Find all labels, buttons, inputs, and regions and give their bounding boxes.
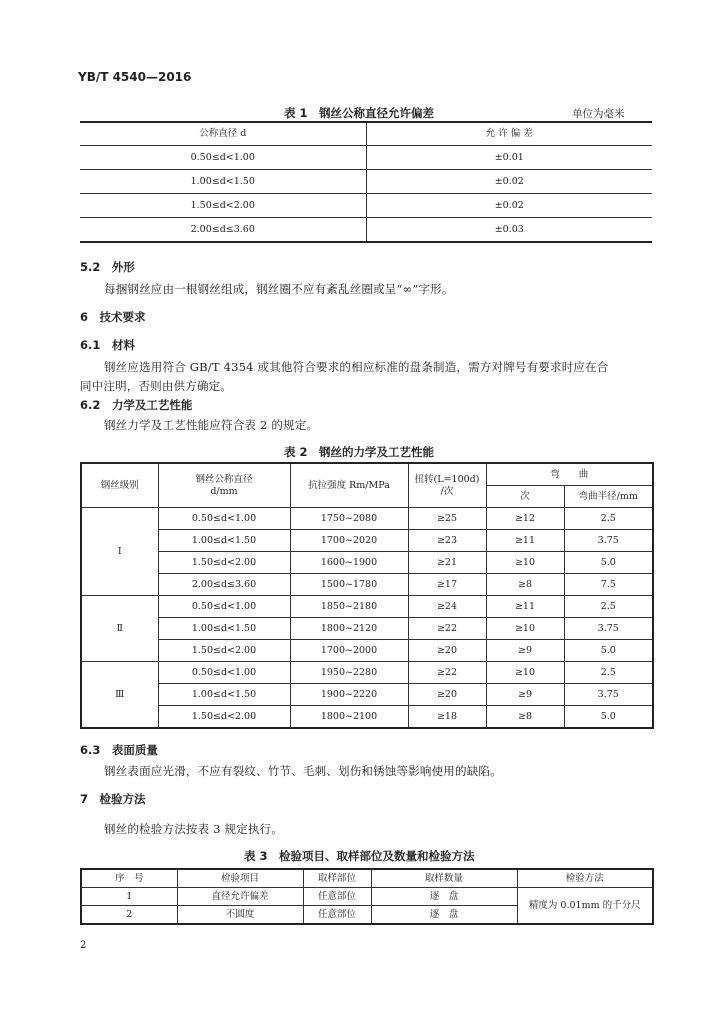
table2-cell: ≥17 bbox=[408, 574, 486, 596]
table2-cell: ≥11 bbox=[486, 596, 564, 618]
table2-cell: 1800~2120 bbox=[290, 618, 408, 640]
table2-cell: 1.00≤d<1.50 bbox=[158, 618, 290, 640]
table2-header-torsion-line1: 扭转(L=100d) bbox=[414, 474, 480, 486]
table2-cell: 1.50≤d<2.00 bbox=[158, 552, 290, 574]
table2-cell: 1700~2000 bbox=[290, 640, 408, 662]
table3-cell: 直径允许偏差 bbox=[177, 888, 303, 906]
table2-header-row bbox=[81, 463, 653, 486]
table2 bbox=[80, 462, 654, 729]
section-6-1-text-line1: 钢丝应选用符合 GB/T 4354 或其他符合要求的相应标准的盘条制造，需方对牌号有要求时应在合 bbox=[104, 360, 609, 374]
table2-cell: ≥20 bbox=[408, 640, 486, 662]
table1 bbox=[80, 121, 652, 243]
section-6-2-title: 6.2 力学及工艺性能 bbox=[80, 398, 193, 412]
table2-cell: ≥10 bbox=[486, 552, 564, 574]
table-row bbox=[81, 552, 653, 574]
table2-cell: 7.5 bbox=[564, 574, 653, 596]
table2-cell: 2.5 bbox=[564, 508, 653, 530]
table2-cell: 1750~2080 bbox=[290, 508, 408, 530]
table3-cell: 不圆度 bbox=[177, 906, 303, 925]
table2-cell: 2.5 bbox=[564, 596, 653, 618]
section-6-3-text: 钢丝表面应光滑，不应有裂纹、竹节、毛刺、划伤和锈蚀等影响使用的缺陷。 bbox=[104, 764, 502, 778]
table2-grade-cell: Ⅰ bbox=[81, 508, 158, 596]
table2-cell: 1.00≤d<1.50 bbox=[158, 530, 290, 552]
table1-cell: ±0.02 bbox=[366, 194, 652, 218]
table3-header-cell: 取样数量 bbox=[371, 869, 517, 888]
standard-code: YB/T 4540—2016 bbox=[78, 70, 192, 84]
section-6-3-title: 6.3 表面质量 bbox=[80, 743, 158, 757]
table1-cell: ±0.02 bbox=[366, 170, 652, 194]
table3-header-row bbox=[81, 869, 653, 888]
table2-cell: 1.50≤d<2.00 bbox=[158, 706, 290, 729]
table3-header-cell: 检验项目 bbox=[177, 869, 303, 888]
table2-cell: ≥22 bbox=[408, 618, 486, 640]
table3-caption: 表 3 检验项目、取样部位及数量和检验方法 bbox=[244, 849, 475, 863]
section-6-2-text: 钢丝力学及工艺性能应符合表 2 的规定。 bbox=[104, 418, 319, 432]
table-row bbox=[80, 146, 652, 170]
table3-cell: 任意部位 bbox=[303, 888, 371, 906]
table1-cell: ±0.01 bbox=[366, 146, 652, 170]
table1-cell: 2.00≤d≤3.60 bbox=[80, 218, 366, 243]
table2-header-grade: 钢丝级别 bbox=[81, 463, 158, 508]
table2-cell: 1500~1780 bbox=[290, 574, 408, 596]
table2-cell: ≥8 bbox=[486, 706, 564, 729]
section-6-1-title: 6.1 材料 bbox=[80, 338, 135, 352]
table1-cell: ±0.03 bbox=[366, 218, 652, 243]
table2-header-bend-times: 次 bbox=[486, 486, 564, 508]
table2-cell: ≥10 bbox=[486, 662, 564, 684]
table2-cell: ≥20 bbox=[408, 684, 486, 706]
table3 bbox=[80, 868, 654, 925]
table2-caption: 表 2 钢丝的力学及工艺性能 bbox=[284, 445, 435, 459]
table2-cell: 5.0 bbox=[564, 640, 653, 662]
table2-cell: 3.75 bbox=[564, 618, 653, 640]
table2-cell: 1950~2280 bbox=[290, 662, 408, 684]
table2-cell: 2.5 bbox=[564, 662, 653, 684]
table-row bbox=[81, 618, 653, 640]
table2-cell: 3.75 bbox=[564, 684, 653, 706]
section-5-2-text: 每捆钢丝应由一根钢丝组成，钢丝圈不应有紊乱丝圈或呈“∞”字形。 bbox=[104, 282, 454, 296]
table-row bbox=[80, 170, 652, 194]
table2-cell: ≥10 bbox=[486, 618, 564, 640]
table1-header-cell: 公称直径 d bbox=[80, 122, 366, 146]
table-row bbox=[81, 508, 653, 530]
table2-cell: 1850~2180 bbox=[290, 596, 408, 618]
table-row bbox=[81, 684, 653, 706]
table2-cell: ≥23 bbox=[408, 530, 486, 552]
table3-cell: 任意部位 bbox=[303, 906, 371, 925]
table-row bbox=[81, 640, 653, 662]
table3-method-cell: 精度为 0.01mm 的千分尺 bbox=[517, 888, 653, 925]
table-row bbox=[81, 662, 653, 684]
table2-cell: 5.0 bbox=[564, 552, 653, 574]
table2-cell: ≥25 bbox=[408, 508, 486, 530]
table2-header-tensile: 抗拉强度 Rm/MPa bbox=[290, 463, 408, 508]
table2-cell: 1800~2100 bbox=[290, 706, 408, 729]
table2-cell: ≥22 bbox=[408, 662, 486, 684]
table2-header-torsion bbox=[408, 463, 486, 508]
table2-cell: 2.00≤d≤3.60 bbox=[158, 574, 290, 596]
table1-unit: 单位为毫米 bbox=[572, 108, 625, 120]
table1-caption: 表 1 钢丝公称直径允许偏差 bbox=[284, 106, 435, 120]
section-6-title: 6 技术要求 bbox=[80, 310, 146, 324]
table2-header-diameter-line1: 钢丝公称直径 bbox=[195, 474, 253, 486]
section-7-title: 7 检验方法 bbox=[80, 792, 146, 806]
section-5-2-title: 5.2 外形 bbox=[80, 260, 135, 274]
table2-cell: 0.50≤d<1.00 bbox=[158, 508, 290, 530]
table3-cell: 1 bbox=[81, 888, 177, 906]
table2-cell: ≥12 bbox=[486, 508, 564, 530]
table-row bbox=[81, 706, 653, 729]
table2-cell: 5.0 bbox=[564, 706, 653, 729]
table-row bbox=[81, 530, 653, 552]
table2-cell: ≥11 bbox=[486, 530, 564, 552]
table3-header-cell: 检验方法 bbox=[517, 869, 653, 888]
table-row bbox=[81, 574, 653, 596]
table2-cell: ≥18 bbox=[408, 706, 486, 729]
section-6-1-text-line2: 同中注明，否则由供方确定。 bbox=[80, 379, 233, 393]
table-row bbox=[81, 888, 653, 906]
table2-cell: 1.50≤d<2.00 bbox=[158, 640, 290, 662]
table3-header-cell: 取样部位 bbox=[303, 869, 371, 888]
table3-cell: 逐 盘 bbox=[371, 888, 517, 906]
table2-cell: ≥21 bbox=[408, 552, 486, 574]
table2-cell: ≥24 bbox=[408, 596, 486, 618]
table1-cell: 0.50≤d<1.00 bbox=[80, 146, 366, 170]
table2-cell: ≥8 bbox=[486, 574, 564, 596]
table2-grade-cell: Ⅱ bbox=[81, 596, 158, 662]
table2-grade-cell: Ⅲ bbox=[81, 662, 158, 729]
table2-cell: ≥9 bbox=[486, 684, 564, 706]
table3-cell: 逐 盘 bbox=[371, 906, 517, 925]
table1-cell: 1.00≤d<1.50 bbox=[80, 170, 366, 194]
table2-cell: 1700~2020 bbox=[290, 530, 408, 552]
table-row bbox=[80, 218, 652, 243]
table2-header-diameter bbox=[158, 463, 290, 508]
table1-header-cell: 允 许 偏 差 bbox=[366, 122, 652, 146]
table3-cell: 2 bbox=[81, 906, 177, 925]
table3-header-cell: 序 号 bbox=[81, 869, 177, 888]
section-7-text: 钢丝的检验方法按表 3 规定执行。 bbox=[104, 822, 284, 836]
table2-cell: 3.75 bbox=[564, 530, 653, 552]
table-row bbox=[80, 194, 652, 218]
table2-cell: 1600~1900 bbox=[290, 552, 408, 574]
table1-cell: 1.50≤d<2.00 bbox=[80, 194, 366, 218]
table2-cell: 0.50≤d<1.00 bbox=[158, 596, 290, 618]
table2-cell: 0.50≤d<1.00 bbox=[158, 662, 290, 684]
table2-header-bend: 弯 曲 bbox=[486, 463, 653, 486]
table2-header-torsion-line2: /次 bbox=[440, 485, 454, 497]
table2-header-diameter-line2: d/mm bbox=[210, 485, 238, 497]
table-row bbox=[81, 596, 653, 618]
table2-header-bend-radius: 弯曲半径/mm bbox=[564, 486, 653, 508]
table1-header-row bbox=[80, 122, 652, 146]
table2-cell: ≥9 bbox=[486, 640, 564, 662]
page-number: 2 bbox=[80, 940, 87, 951]
table2-cell: 1.00≤d<1.50 bbox=[158, 684, 290, 706]
table2-cell: 1900~2220 bbox=[290, 684, 408, 706]
